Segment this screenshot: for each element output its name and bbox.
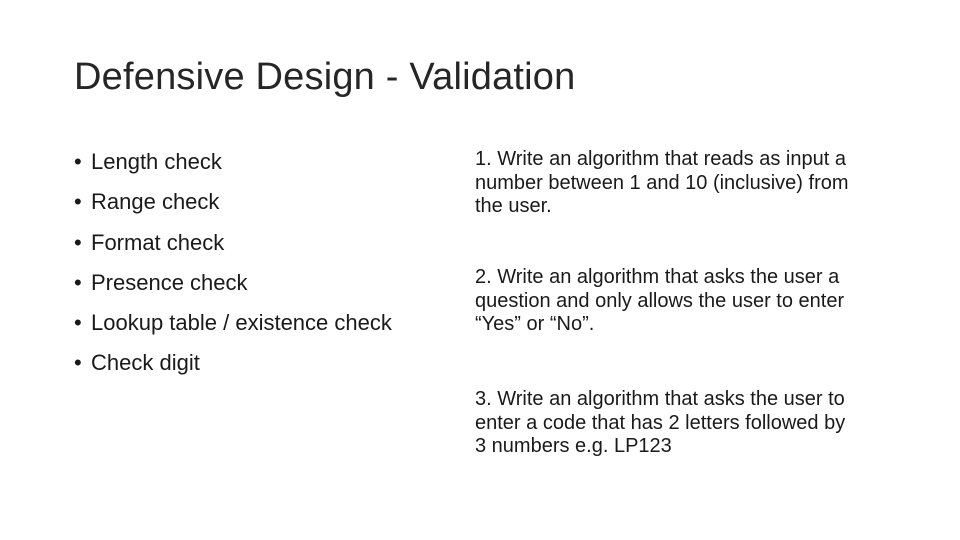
- bullet-icon: •: [74, 269, 82, 295]
- list-item-label: Range check: [91, 189, 220, 215]
- slide-title: Defensive Design - Validation: [74, 56, 576, 98]
- validation-checks-list: [74, 144, 392, 386]
- bullet-icon: •: [74, 310, 82, 336]
- bullet-icon: •: [74, 189, 82, 215]
- list-item: [74, 265, 392, 305]
- bullet-icon: •: [74, 229, 82, 255]
- list-item: [74, 184, 392, 224]
- list-item-label: Format check: [91, 229, 225, 255]
- task-2-text: 2. Write an algorithm that asks the user a question and only allows the user to enter “Yes” or “No”.: [475, 266, 845, 335]
- list-item: [74, 225, 392, 265]
- bullet-icon: •: [74, 149, 82, 174]
- list-item: [74, 144, 392, 184]
- list-item-label: Presence check: [91, 269, 248, 295]
- list-item: [74, 305, 392, 345]
- list-item: [74, 345, 392, 385]
- task-1-text: 1. Write an algorithm that reads as input a number between 1 and 10 (inclusive) from the user.: [475, 148, 849, 217]
- bullet-icon: •: [74, 350, 82, 376]
- list-item-label: Lookup table / existence check: [91, 310, 392, 336]
- list-item-label: Check digit: [91, 350, 200, 376]
- list-item-label: Length check: [91, 149, 222, 174]
- task-3-text: 3. Write an algorithm that asks the user to enter a code that has 2 letters followed by 3 numbers e.g. LP123: [475, 388, 846, 457]
